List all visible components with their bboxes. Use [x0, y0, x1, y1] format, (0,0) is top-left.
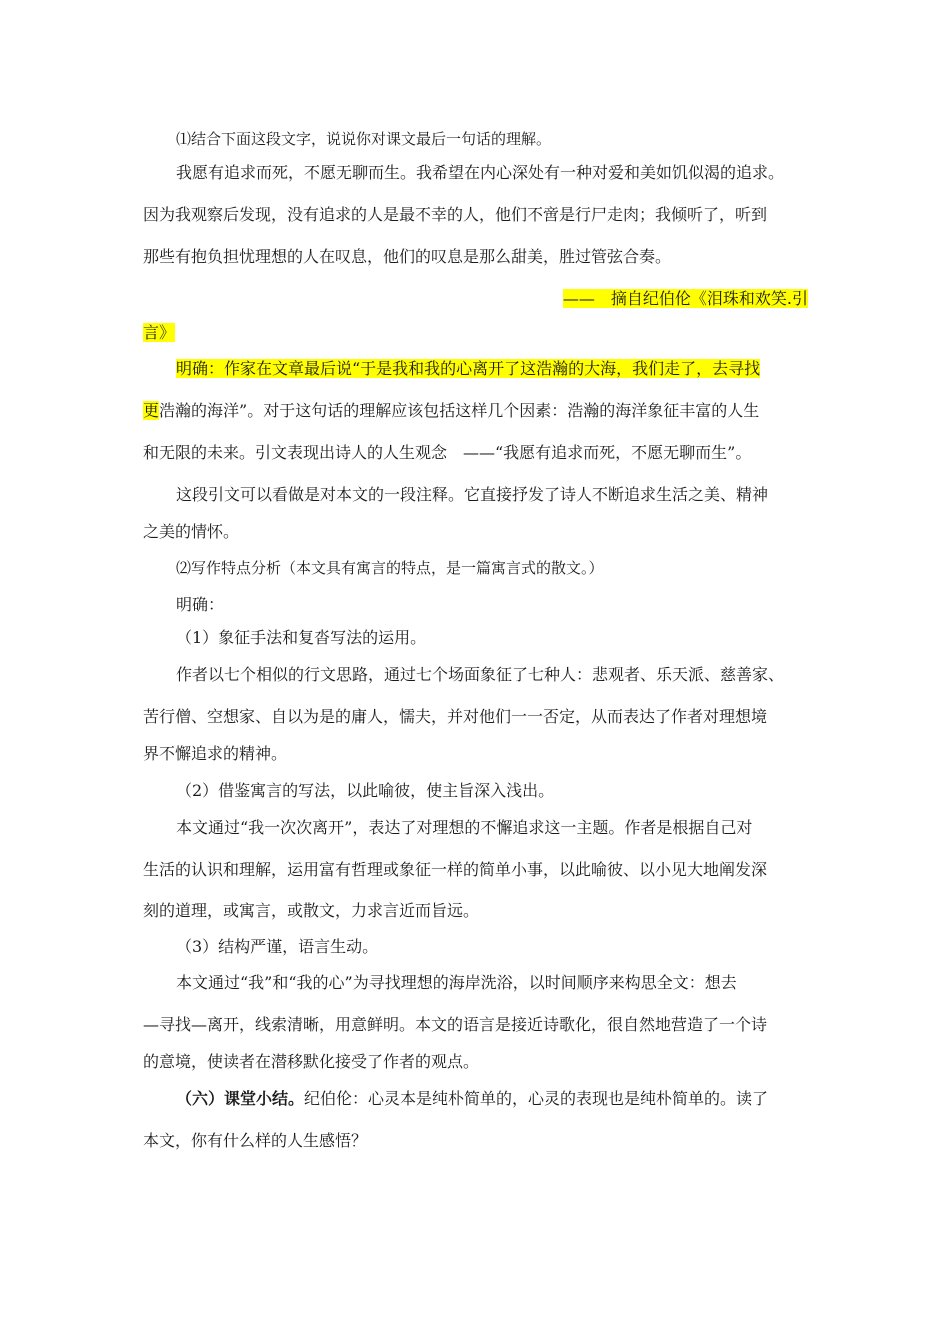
answer-1-line-2-text: 浩瀚的海洋”。对于这句话的理解应该包括这样几个因素：浩瀚的海洋象征丰富的人生 — [159, 401, 760, 420]
point-3-line-3: 的意境，使读者在潜移默化接受了作者的观点。 — [143, 1052, 480, 1071]
question-1-title: ⑴结合下面这段文字，说说你对课文最后一句话的理解。 — [176, 130, 552, 148]
point-3-line-2: —寻找—离开，线索清晰，用意鲜明。本文的语言是接近诗歌化，很自然地营造了一个诗 — [143, 1015, 768, 1034]
summary-text: 纪伯伦：心灵本是纯朴简单的，心灵的表现也是纯朴简单的。读了 — [304, 1089, 769, 1108]
answer-1-line-3: 和无限的未来。引文表现出诗人的人生观念 ——“我愿有追求而死，不愿无聊而生”。 — [143, 443, 752, 462]
quote-line-1: 我愿有追求而死，不愿无聊而生。我希望在内心深处有一种对爱和美如饥似渴的追求。 — [176, 163, 785, 182]
question-2-title: ⑵写作特点分析（本文具有寓言的特点，是一篇寓言式的散文。） — [176, 559, 604, 577]
answer-1-line-1 — [176, 357, 950, 381]
answer-2-label: 明确： — [176, 595, 225, 614]
point-2-title: （2）借鉴寓言的写法，以此喻彼，使主旨深入浅出。 — [176, 781, 555, 800]
answer-1-line-2 — [143, 399, 950, 423]
point-2-line-2: 生活的认识和理解，运用富有哲理或象征一样的简单小事，以此喻彼、以小见大地阐发深 — [143, 860, 768, 879]
point-3-title: （3）结构严谨，语言生动。 — [176, 937, 379, 956]
summary-line-1 — [176, 1087, 950, 1111]
answer-1-highlight: 明确：作家在文章最后说“于是我和我的心离开了这浩瀚的大海，我们走了，去寻找 — [176, 359, 761, 378]
quote-source — [563, 287, 808, 311]
quote-line-3: 那些有抱负担忧理想的人在叹息，他们的叹息是那么甜美，胜过管弦合奏。 — [143, 247, 672, 266]
point-2-line-1: 本文通过“我一次次离开”，表达了对理想的不懈追求这一主题。作者是根据自己对 — [176, 818, 753, 837]
answer-1-line-5: 之美的情怀。 — [143, 522, 240, 541]
point-2-line-3: 刻的道理，或寓言，或散文，力求言近而旨远。 — [143, 901, 480, 920]
quote-line-2: 因为我观察后发现，没有追求的人是最不幸的人，他们不啻是行尸走肉；我倾听了，听到 — [143, 205, 768, 224]
point-3-line-1: 本文通过“我”和“我的心”为寻找理想的海岸洗浴，以时间顺序来构思全文：想去 — [176, 973, 737, 992]
point-1-title: （1）象征手法和复沓写法的运用。 — [176, 628, 427, 647]
point-1-line-2: 苦行僧、空想家、自以为是的庸人，懦夫，并对他们一一否定，从而表达了作者对理想境 — [143, 707, 768, 726]
quote-source-line-1: —— 摘自纪伯伦《泪珠和欢笑.引 — [562, 289, 808, 308]
quote-source-line-2: 言》 — [143, 323, 176, 342]
answer-1-line-4: 这段引文可以看做是对本文的一段注释。它直接抒发了诗人不断追求生活之美、精神 — [176, 485, 769, 504]
summary-heading: （六）课堂小结。 — [176, 1089, 305, 1108]
summary-line-2: 本文，你有什么样的人生感悟？ — [143, 1131, 368, 1150]
point-1-line-1: 作者以七个相似的行文思路，通过七个场面象征了七种人：悲观者、乐天派、慈善家、 — [176, 665, 785, 684]
quote-source-continued — [143, 321, 950, 345]
point-1-line-3: 界不懈追求的精神。 — [143, 744, 288, 763]
answer-1-highlight-char: 更 — [143, 401, 160, 420]
